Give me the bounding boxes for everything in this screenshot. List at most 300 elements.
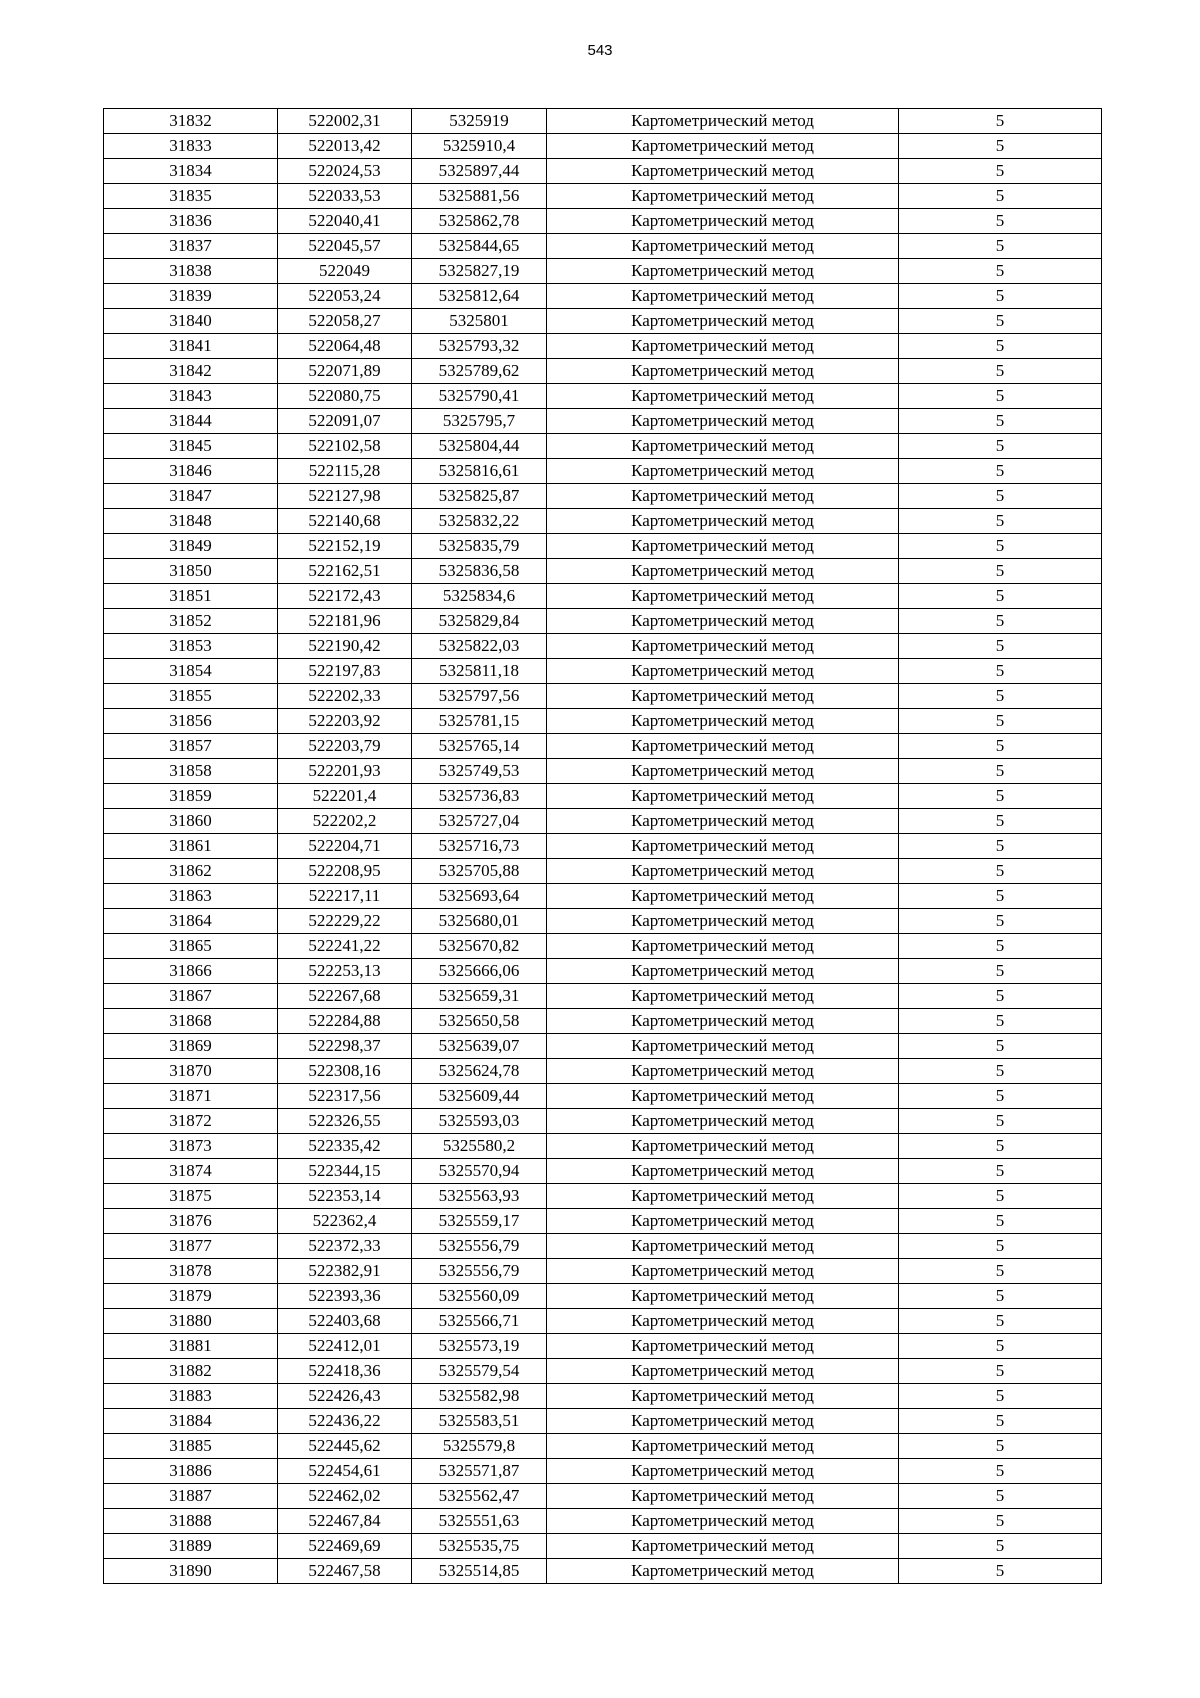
- method-cell: Картометрический метод: [547, 734, 899, 759]
- method-cell: Картометрический метод: [547, 1534, 899, 1559]
- method-cell: Картометрический метод: [547, 759, 899, 784]
- accuracy-cell: 5: [899, 1134, 1102, 1159]
- table-row: [104, 1459, 1102, 1484]
- table-row: [104, 1184, 1102, 1209]
- x-coordinate-cell: 522217,11: [278, 884, 412, 909]
- point-number-cell: 31838: [104, 259, 278, 284]
- table-row: [104, 509, 1102, 534]
- accuracy-cell: 5: [899, 384, 1102, 409]
- x-coordinate-cell: 522197,83: [278, 659, 412, 684]
- table-row: [104, 1034, 1102, 1059]
- y-coordinate-cell: 5325579,54: [412, 1359, 547, 1384]
- table-row: [104, 1534, 1102, 1559]
- method-cell: Картометрический метод: [547, 1359, 899, 1384]
- method-cell: Картометрический метод: [547, 309, 899, 334]
- y-coordinate-cell: 5325551,63: [412, 1509, 547, 1534]
- accuracy-cell: 5: [899, 559, 1102, 584]
- method-cell: Картометрический метод: [547, 1459, 899, 1484]
- point-number-cell: 31869: [104, 1034, 278, 1059]
- y-coordinate-cell: 5325835,79: [412, 534, 547, 559]
- x-coordinate-cell: 522208,95: [278, 859, 412, 884]
- method-cell: Картометрический метод: [547, 534, 899, 559]
- y-coordinate-cell: 5325582,98: [412, 1384, 547, 1409]
- method-cell: Картометрический метод: [547, 834, 899, 859]
- accuracy-cell: 5: [899, 584, 1102, 609]
- y-coordinate-cell: 5325562,47: [412, 1484, 547, 1509]
- accuracy-cell: 5: [899, 1309, 1102, 1334]
- table-row: [104, 534, 1102, 559]
- y-coordinate-cell: 5325535,75: [412, 1534, 547, 1559]
- point-number-cell: 31860: [104, 809, 278, 834]
- table-row: [104, 784, 1102, 809]
- point-number-cell: 31889: [104, 1534, 278, 1559]
- accuracy-cell: 5: [899, 234, 1102, 259]
- table-row: [104, 334, 1102, 359]
- accuracy-cell: 5: [899, 334, 1102, 359]
- point-number-cell: 31873: [104, 1134, 278, 1159]
- accuracy-cell: 5: [899, 984, 1102, 1009]
- accuracy-cell: 5: [899, 959, 1102, 984]
- y-coordinate-cell: 5325570,94: [412, 1159, 547, 1184]
- point-number-cell: 31854: [104, 659, 278, 684]
- table-row: [104, 909, 1102, 934]
- accuracy-cell: 5: [899, 459, 1102, 484]
- method-cell: Картометрический метод: [547, 1209, 899, 1234]
- x-coordinate-cell: 522033,53: [278, 184, 412, 209]
- point-number-cell: 31855: [104, 684, 278, 709]
- table-row: [104, 859, 1102, 884]
- method-cell: Картометрический метод: [547, 384, 899, 409]
- accuracy-cell: 5: [899, 159, 1102, 184]
- table-row: [104, 709, 1102, 734]
- accuracy-cell: 5: [899, 1459, 1102, 1484]
- method-cell: Картометрический метод: [547, 1184, 899, 1209]
- y-coordinate-cell: 5325827,19: [412, 259, 547, 284]
- point-number-cell: 31844: [104, 409, 278, 434]
- x-coordinate-cell: 522202,2: [278, 809, 412, 834]
- accuracy-cell: 5: [899, 1234, 1102, 1259]
- point-number-cell: 31839: [104, 284, 278, 309]
- method-cell: Картометрический метод: [547, 134, 899, 159]
- point-number-cell: 31852: [104, 609, 278, 634]
- y-coordinate-cell: 5325571,87: [412, 1459, 547, 1484]
- method-cell: Картометрический метод: [547, 259, 899, 284]
- point-number-cell: 31862: [104, 859, 278, 884]
- coordinates-table: [103, 108, 1102, 1584]
- table-row: [104, 1159, 1102, 1184]
- x-coordinate-cell: 522140,68: [278, 509, 412, 534]
- y-coordinate-cell: 5325556,79: [412, 1234, 547, 1259]
- y-coordinate-cell: 5325816,61: [412, 459, 547, 484]
- point-number-cell: 31876: [104, 1209, 278, 1234]
- x-coordinate-cell: 522426,43: [278, 1384, 412, 1409]
- accuracy-cell: 5: [899, 534, 1102, 559]
- accuracy-cell: 5: [899, 484, 1102, 509]
- accuracy-cell: 5: [899, 684, 1102, 709]
- y-coordinate-cell: 5325862,78: [412, 209, 547, 234]
- x-coordinate-cell: 522436,22: [278, 1409, 412, 1434]
- accuracy-cell: 5: [899, 134, 1102, 159]
- y-coordinate-cell: 5325579,8: [412, 1434, 547, 1459]
- method-cell: Картометрический метод: [547, 484, 899, 509]
- table-row: [104, 634, 1102, 659]
- table-row: [104, 659, 1102, 684]
- x-coordinate-cell: 522045,57: [278, 234, 412, 259]
- point-number-cell: 31853: [104, 634, 278, 659]
- x-coordinate-cell: 522127,98: [278, 484, 412, 509]
- method-cell: Картометрический метод: [547, 1434, 899, 1459]
- x-coordinate-cell: 522172,43: [278, 584, 412, 609]
- table-row: [104, 984, 1102, 1009]
- point-number-cell: 31888: [104, 1509, 278, 1534]
- method-cell: Картометрический метод: [547, 159, 899, 184]
- method-cell: Картометрический метод: [547, 959, 899, 984]
- table-row: [104, 1559, 1102, 1584]
- accuracy-cell: 5: [899, 409, 1102, 434]
- x-coordinate-cell: 522229,22: [278, 909, 412, 934]
- method-cell: Картометрический метод: [547, 109, 899, 134]
- accuracy-cell: 5: [899, 1184, 1102, 1209]
- x-coordinate-cell: 522102,58: [278, 434, 412, 459]
- accuracy-cell: 5: [899, 1509, 1102, 1534]
- x-coordinate-cell: 522091,07: [278, 409, 412, 434]
- point-number-cell: 31880: [104, 1309, 278, 1334]
- x-coordinate-cell: 522024,53: [278, 159, 412, 184]
- point-number-cell: 31847: [104, 484, 278, 509]
- method-cell: Картометрический метод: [547, 409, 899, 434]
- table-row: [104, 134, 1102, 159]
- y-coordinate-cell: 5325811,18: [412, 659, 547, 684]
- method-cell: Картометрический метод: [547, 434, 899, 459]
- y-coordinate-cell: 5325563,93: [412, 1184, 547, 1209]
- table-row: [104, 734, 1102, 759]
- y-coordinate-cell: 5325829,84: [412, 609, 547, 634]
- y-coordinate-cell: 5325910,4: [412, 134, 547, 159]
- table-row: [104, 1384, 1102, 1409]
- point-number-cell: 31870: [104, 1059, 278, 1084]
- table-row: [104, 884, 1102, 909]
- y-coordinate-cell: 5325573,19: [412, 1334, 547, 1359]
- point-number-cell: 31843: [104, 384, 278, 409]
- method-cell: Картометрический метод: [547, 934, 899, 959]
- x-coordinate-cell: 522445,62: [278, 1434, 412, 1459]
- method-cell: Картометрический метод: [547, 284, 899, 309]
- y-coordinate-cell: 5325680,01: [412, 909, 547, 934]
- accuracy-cell: 5: [899, 1034, 1102, 1059]
- accuracy-cell: 5: [899, 1359, 1102, 1384]
- x-coordinate-cell: 522317,56: [278, 1084, 412, 1109]
- method-cell: Картометрический метод: [547, 1384, 899, 1409]
- x-coordinate-cell: 522204,71: [278, 834, 412, 859]
- table-row: [104, 184, 1102, 209]
- table-row: [104, 309, 1102, 334]
- y-coordinate-cell: 5325790,41: [412, 384, 547, 409]
- table-row: [104, 1409, 1102, 1434]
- y-coordinate-cell: 5325812,64: [412, 284, 547, 309]
- x-coordinate-cell: 522201,4: [278, 784, 412, 809]
- table-row: [104, 559, 1102, 584]
- point-number-cell: 31877: [104, 1234, 278, 1259]
- accuracy-cell: 5: [899, 1484, 1102, 1509]
- y-coordinate-cell: 5325836,58: [412, 559, 547, 584]
- x-coordinate-cell: 522071,89: [278, 359, 412, 384]
- accuracy-cell: 5: [899, 784, 1102, 809]
- table-row: [104, 484, 1102, 509]
- x-coordinate-cell: 522372,33: [278, 1234, 412, 1259]
- y-coordinate-cell: 5325793,32: [412, 334, 547, 359]
- x-coordinate-cell: 522115,28: [278, 459, 412, 484]
- table-row: [104, 834, 1102, 859]
- method-cell: Картометрический метод: [547, 1234, 899, 1259]
- x-coordinate-cell: 522181,96: [278, 609, 412, 634]
- y-coordinate-cell: 5325736,83: [412, 784, 547, 809]
- x-coordinate-cell: 522382,91: [278, 1259, 412, 1284]
- accuracy-cell: 5: [899, 859, 1102, 884]
- point-number-cell: 31835: [104, 184, 278, 209]
- y-coordinate-cell: 5325514,85: [412, 1559, 547, 1584]
- method-cell: Картометрический метод: [547, 1059, 899, 1084]
- accuracy-cell: 5: [899, 1059, 1102, 1084]
- method-cell: Картометрический метод: [547, 334, 899, 359]
- x-coordinate-cell: 522284,88: [278, 1009, 412, 1034]
- point-number-cell: 31851: [104, 584, 278, 609]
- accuracy-cell: 5: [899, 434, 1102, 459]
- x-coordinate-cell: 522013,42: [278, 134, 412, 159]
- method-cell: Картометрический метод: [547, 784, 899, 809]
- accuracy-cell: 5: [899, 1009, 1102, 1034]
- point-number-cell: 31848: [104, 509, 278, 534]
- x-coordinate-cell: 522241,22: [278, 934, 412, 959]
- accuracy-cell: 5: [899, 509, 1102, 534]
- y-coordinate-cell: 5325801: [412, 309, 547, 334]
- point-number-cell: 31878: [104, 1259, 278, 1284]
- accuracy-cell: 5: [899, 934, 1102, 959]
- x-coordinate-cell: 522162,51: [278, 559, 412, 584]
- accuracy-cell: 5: [899, 659, 1102, 684]
- x-coordinate-cell: 522152,19: [278, 534, 412, 559]
- y-coordinate-cell: 5325593,03: [412, 1109, 547, 1134]
- method-cell: Картометрический метод: [547, 509, 899, 534]
- accuracy-cell: 5: [899, 209, 1102, 234]
- method-cell: Картометрический метод: [547, 234, 899, 259]
- accuracy-cell: 5: [899, 709, 1102, 734]
- point-number-cell: 31833: [104, 134, 278, 159]
- table-row: [104, 1259, 1102, 1284]
- point-number-cell: 31857: [104, 734, 278, 759]
- point-number-cell: 31840: [104, 309, 278, 334]
- method-cell: Картометрический метод: [547, 1109, 899, 1134]
- accuracy-cell: 5: [899, 1534, 1102, 1559]
- point-number-cell: 31879: [104, 1284, 278, 1309]
- x-coordinate-cell: 522362,4: [278, 1209, 412, 1234]
- accuracy-cell: 5: [899, 109, 1102, 134]
- method-cell: Картометрический метод: [547, 584, 899, 609]
- accuracy-cell: 5: [899, 909, 1102, 934]
- accuracy-cell: 5: [899, 809, 1102, 834]
- y-coordinate-cell: 5325580,2: [412, 1134, 547, 1159]
- x-coordinate-cell: 522298,37: [278, 1034, 412, 1059]
- accuracy-cell: 5: [899, 1409, 1102, 1434]
- y-coordinate-cell: 5325822,03: [412, 634, 547, 659]
- point-number-cell: 31872: [104, 1109, 278, 1134]
- table-row: [104, 1084, 1102, 1109]
- point-number-cell: 31875: [104, 1184, 278, 1209]
- table-row: [104, 959, 1102, 984]
- method-cell: Картометрический метод: [547, 634, 899, 659]
- y-coordinate-cell: 5325566,71: [412, 1309, 547, 1334]
- x-coordinate-cell: 522049: [278, 259, 412, 284]
- y-coordinate-cell: 5325693,64: [412, 884, 547, 909]
- accuracy-cell: 5: [899, 184, 1102, 209]
- method-cell: Картометрический метод: [547, 1034, 899, 1059]
- method-cell: Картометрический метод: [547, 1334, 899, 1359]
- y-coordinate-cell: 5325825,87: [412, 484, 547, 509]
- accuracy-cell: 5: [899, 1334, 1102, 1359]
- method-cell: Картометрический метод: [547, 984, 899, 1009]
- y-coordinate-cell: 5325765,14: [412, 734, 547, 759]
- point-number-cell: 31841: [104, 334, 278, 359]
- y-coordinate-cell: 5325666,06: [412, 959, 547, 984]
- point-number-cell: 31882: [104, 1359, 278, 1384]
- y-coordinate-cell: 5325797,56: [412, 684, 547, 709]
- x-coordinate-cell: 522335,42: [278, 1134, 412, 1159]
- x-coordinate-cell: 522203,79: [278, 734, 412, 759]
- point-number-cell: 31887: [104, 1484, 278, 1509]
- y-coordinate-cell: 5325705,88: [412, 859, 547, 884]
- x-coordinate-cell: 522058,27: [278, 309, 412, 334]
- y-coordinate-cell: 5325639,07: [412, 1034, 547, 1059]
- method-cell: Картометрический метод: [547, 1284, 899, 1309]
- y-coordinate-cell: 5325659,31: [412, 984, 547, 1009]
- point-number-cell: 31864: [104, 909, 278, 934]
- table-row: [104, 384, 1102, 409]
- table-row: [104, 1009, 1102, 1034]
- table-row: [104, 1509, 1102, 1534]
- x-coordinate-cell: 522040,41: [278, 209, 412, 234]
- method-cell: Картометрический метод: [547, 1509, 899, 1534]
- x-coordinate-cell: 522326,55: [278, 1109, 412, 1134]
- method-cell: Картометрический метод: [547, 209, 899, 234]
- accuracy-cell: 5: [899, 309, 1102, 334]
- accuracy-cell: 5: [899, 1084, 1102, 1109]
- y-coordinate-cell: 5325583,51: [412, 1409, 547, 1434]
- y-coordinate-cell: 5325670,82: [412, 934, 547, 959]
- accuracy-cell: 5: [899, 359, 1102, 384]
- table-row: [104, 359, 1102, 384]
- table-row: [104, 759, 1102, 784]
- table-row: [104, 809, 1102, 834]
- y-coordinate-cell: 5325624,78: [412, 1059, 547, 1084]
- table-row: [104, 459, 1102, 484]
- table-row: [104, 434, 1102, 459]
- point-number-cell: 31863: [104, 884, 278, 909]
- method-cell: Картометрический метод: [547, 1134, 899, 1159]
- point-number-cell: 31858: [104, 759, 278, 784]
- point-number-cell: 31842: [104, 359, 278, 384]
- x-coordinate-cell: 522353,14: [278, 1184, 412, 1209]
- method-cell: Картометрический метод: [547, 909, 899, 934]
- accuracy-cell: 5: [899, 284, 1102, 309]
- accuracy-cell: 5: [899, 759, 1102, 784]
- y-coordinate-cell: 5325789,62: [412, 359, 547, 384]
- point-number-cell: 31849: [104, 534, 278, 559]
- x-coordinate-cell: 522253,13: [278, 959, 412, 984]
- accuracy-cell: 5: [899, 1209, 1102, 1234]
- table-row: [104, 1234, 1102, 1259]
- table-row: [104, 1309, 1102, 1334]
- point-number-cell: 31859: [104, 784, 278, 809]
- table-row: [104, 684, 1102, 709]
- x-coordinate-cell: 522403,68: [278, 1309, 412, 1334]
- x-coordinate-cell: 522080,75: [278, 384, 412, 409]
- accuracy-cell: 5: [899, 734, 1102, 759]
- table-row: [104, 159, 1102, 184]
- point-number-cell: 31881: [104, 1334, 278, 1359]
- table-row: [104, 584, 1102, 609]
- method-cell: Картометрический метод: [547, 184, 899, 209]
- y-coordinate-cell: 5325727,04: [412, 809, 547, 834]
- table-row: [104, 1109, 1102, 1134]
- point-number-cell: 31845: [104, 434, 278, 459]
- point-number-cell: 31868: [104, 1009, 278, 1034]
- x-coordinate-cell: 522469,69: [278, 1534, 412, 1559]
- method-cell: Картометрический метод: [547, 1309, 899, 1334]
- table-row: [104, 1209, 1102, 1234]
- accuracy-cell: 5: [899, 1384, 1102, 1409]
- point-number-cell: 31874: [104, 1159, 278, 1184]
- table-row: [104, 259, 1102, 284]
- accuracy-cell: 5: [899, 1109, 1102, 1134]
- x-coordinate-cell: 522308,16: [278, 1059, 412, 1084]
- method-cell: Картометрический метод: [547, 709, 899, 734]
- table-row: [104, 234, 1102, 259]
- table-row: [104, 1484, 1102, 1509]
- method-cell: Картометрический метод: [547, 359, 899, 384]
- x-coordinate-cell: 522344,15: [278, 1159, 412, 1184]
- x-coordinate-cell: 522190,42: [278, 634, 412, 659]
- x-coordinate-cell: 522393,36: [278, 1284, 412, 1309]
- table-row: [104, 1434, 1102, 1459]
- y-coordinate-cell: 5325609,44: [412, 1084, 547, 1109]
- method-cell: Картометрический метод: [547, 609, 899, 634]
- x-coordinate-cell: 522201,93: [278, 759, 412, 784]
- table-row: [104, 1284, 1102, 1309]
- table-row: [104, 1134, 1102, 1159]
- y-coordinate-cell: 5325556,79: [412, 1259, 547, 1284]
- point-number-cell: 31834: [104, 159, 278, 184]
- y-coordinate-cell: 5325559,17: [412, 1209, 547, 1234]
- y-coordinate-cell: 5325897,44: [412, 159, 547, 184]
- y-coordinate-cell: 5325795,7: [412, 409, 547, 434]
- accuracy-cell: 5: [899, 634, 1102, 659]
- method-cell: Картометрический метод: [547, 1259, 899, 1284]
- y-coordinate-cell: 5325781,15: [412, 709, 547, 734]
- x-coordinate-cell: 522053,24: [278, 284, 412, 309]
- method-cell: Картометрический метод: [547, 884, 899, 909]
- point-number-cell: 31884: [104, 1409, 278, 1434]
- accuracy-cell: 5: [899, 1559, 1102, 1584]
- accuracy-cell: 5: [899, 1284, 1102, 1309]
- table-row: [104, 1059, 1102, 1084]
- accuracy-cell: 5: [899, 259, 1102, 284]
- y-coordinate-cell: 5325834,6: [412, 584, 547, 609]
- point-number-cell: 31837: [104, 234, 278, 259]
- method-cell: Картометрический метод: [547, 1159, 899, 1184]
- point-number-cell: 31861: [104, 834, 278, 859]
- method-cell: Картометрический метод: [547, 459, 899, 484]
- table-row: [104, 609, 1102, 634]
- point-number-cell: 31883: [104, 1384, 278, 1409]
